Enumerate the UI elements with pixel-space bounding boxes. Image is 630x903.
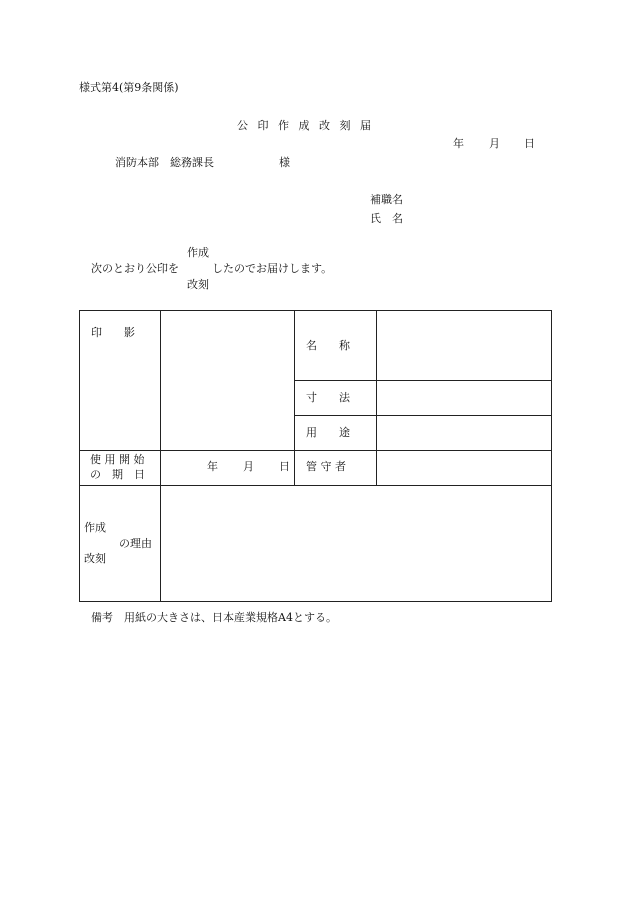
applicant-name-label: 氏 名: [370, 212, 403, 225]
form-number: 様式第4(第9条関係): [79, 81, 179, 94]
start-date-label-line2: の 期 日: [90, 468, 145, 481]
date-day-label: 日: [524, 137, 535, 150]
applicant-position-label: 補職名: [370, 193, 403, 206]
option-create: 作成: [187, 246, 209, 259]
purpose-label: 用 途: [306, 426, 350, 439]
size-label: 寸 法: [306, 391, 350, 404]
date-month-label: 月: [489, 137, 500, 150]
start-day-label: 日: [279, 460, 290, 473]
name-label: 名 称: [306, 339, 350, 352]
remark: 備考 用紙の大きさは、日本産業規格A4とする。: [91, 611, 337, 624]
seal-impression-label: 印 影: [91, 326, 135, 339]
reason-recarve: 改刻: [84, 552, 106, 565]
honorific: 様: [279, 156, 290, 169]
start-date-label-line1: 使 用 開 始: [90, 453, 145, 466]
option-recarve: 改刻: [187, 278, 209, 291]
custodian-label: 管 守 者: [306, 460, 346, 473]
reason-create: 作成: [84, 521, 106, 534]
date-year-label: 年: [453, 137, 464, 150]
form-title: 公 印 作 成 改 刻 届: [237, 119, 374, 132]
reason-of: の理由: [119, 537, 152, 550]
sentence-after: したのでお届けします。: [212, 262, 333, 275]
start-month-label: 月: [243, 460, 254, 473]
start-year-label: 年: [207, 460, 218, 473]
sentence-before: 次のとおり公印を: [91, 262, 179, 275]
addressee: 消防本部 総務課長: [115, 156, 214, 169]
